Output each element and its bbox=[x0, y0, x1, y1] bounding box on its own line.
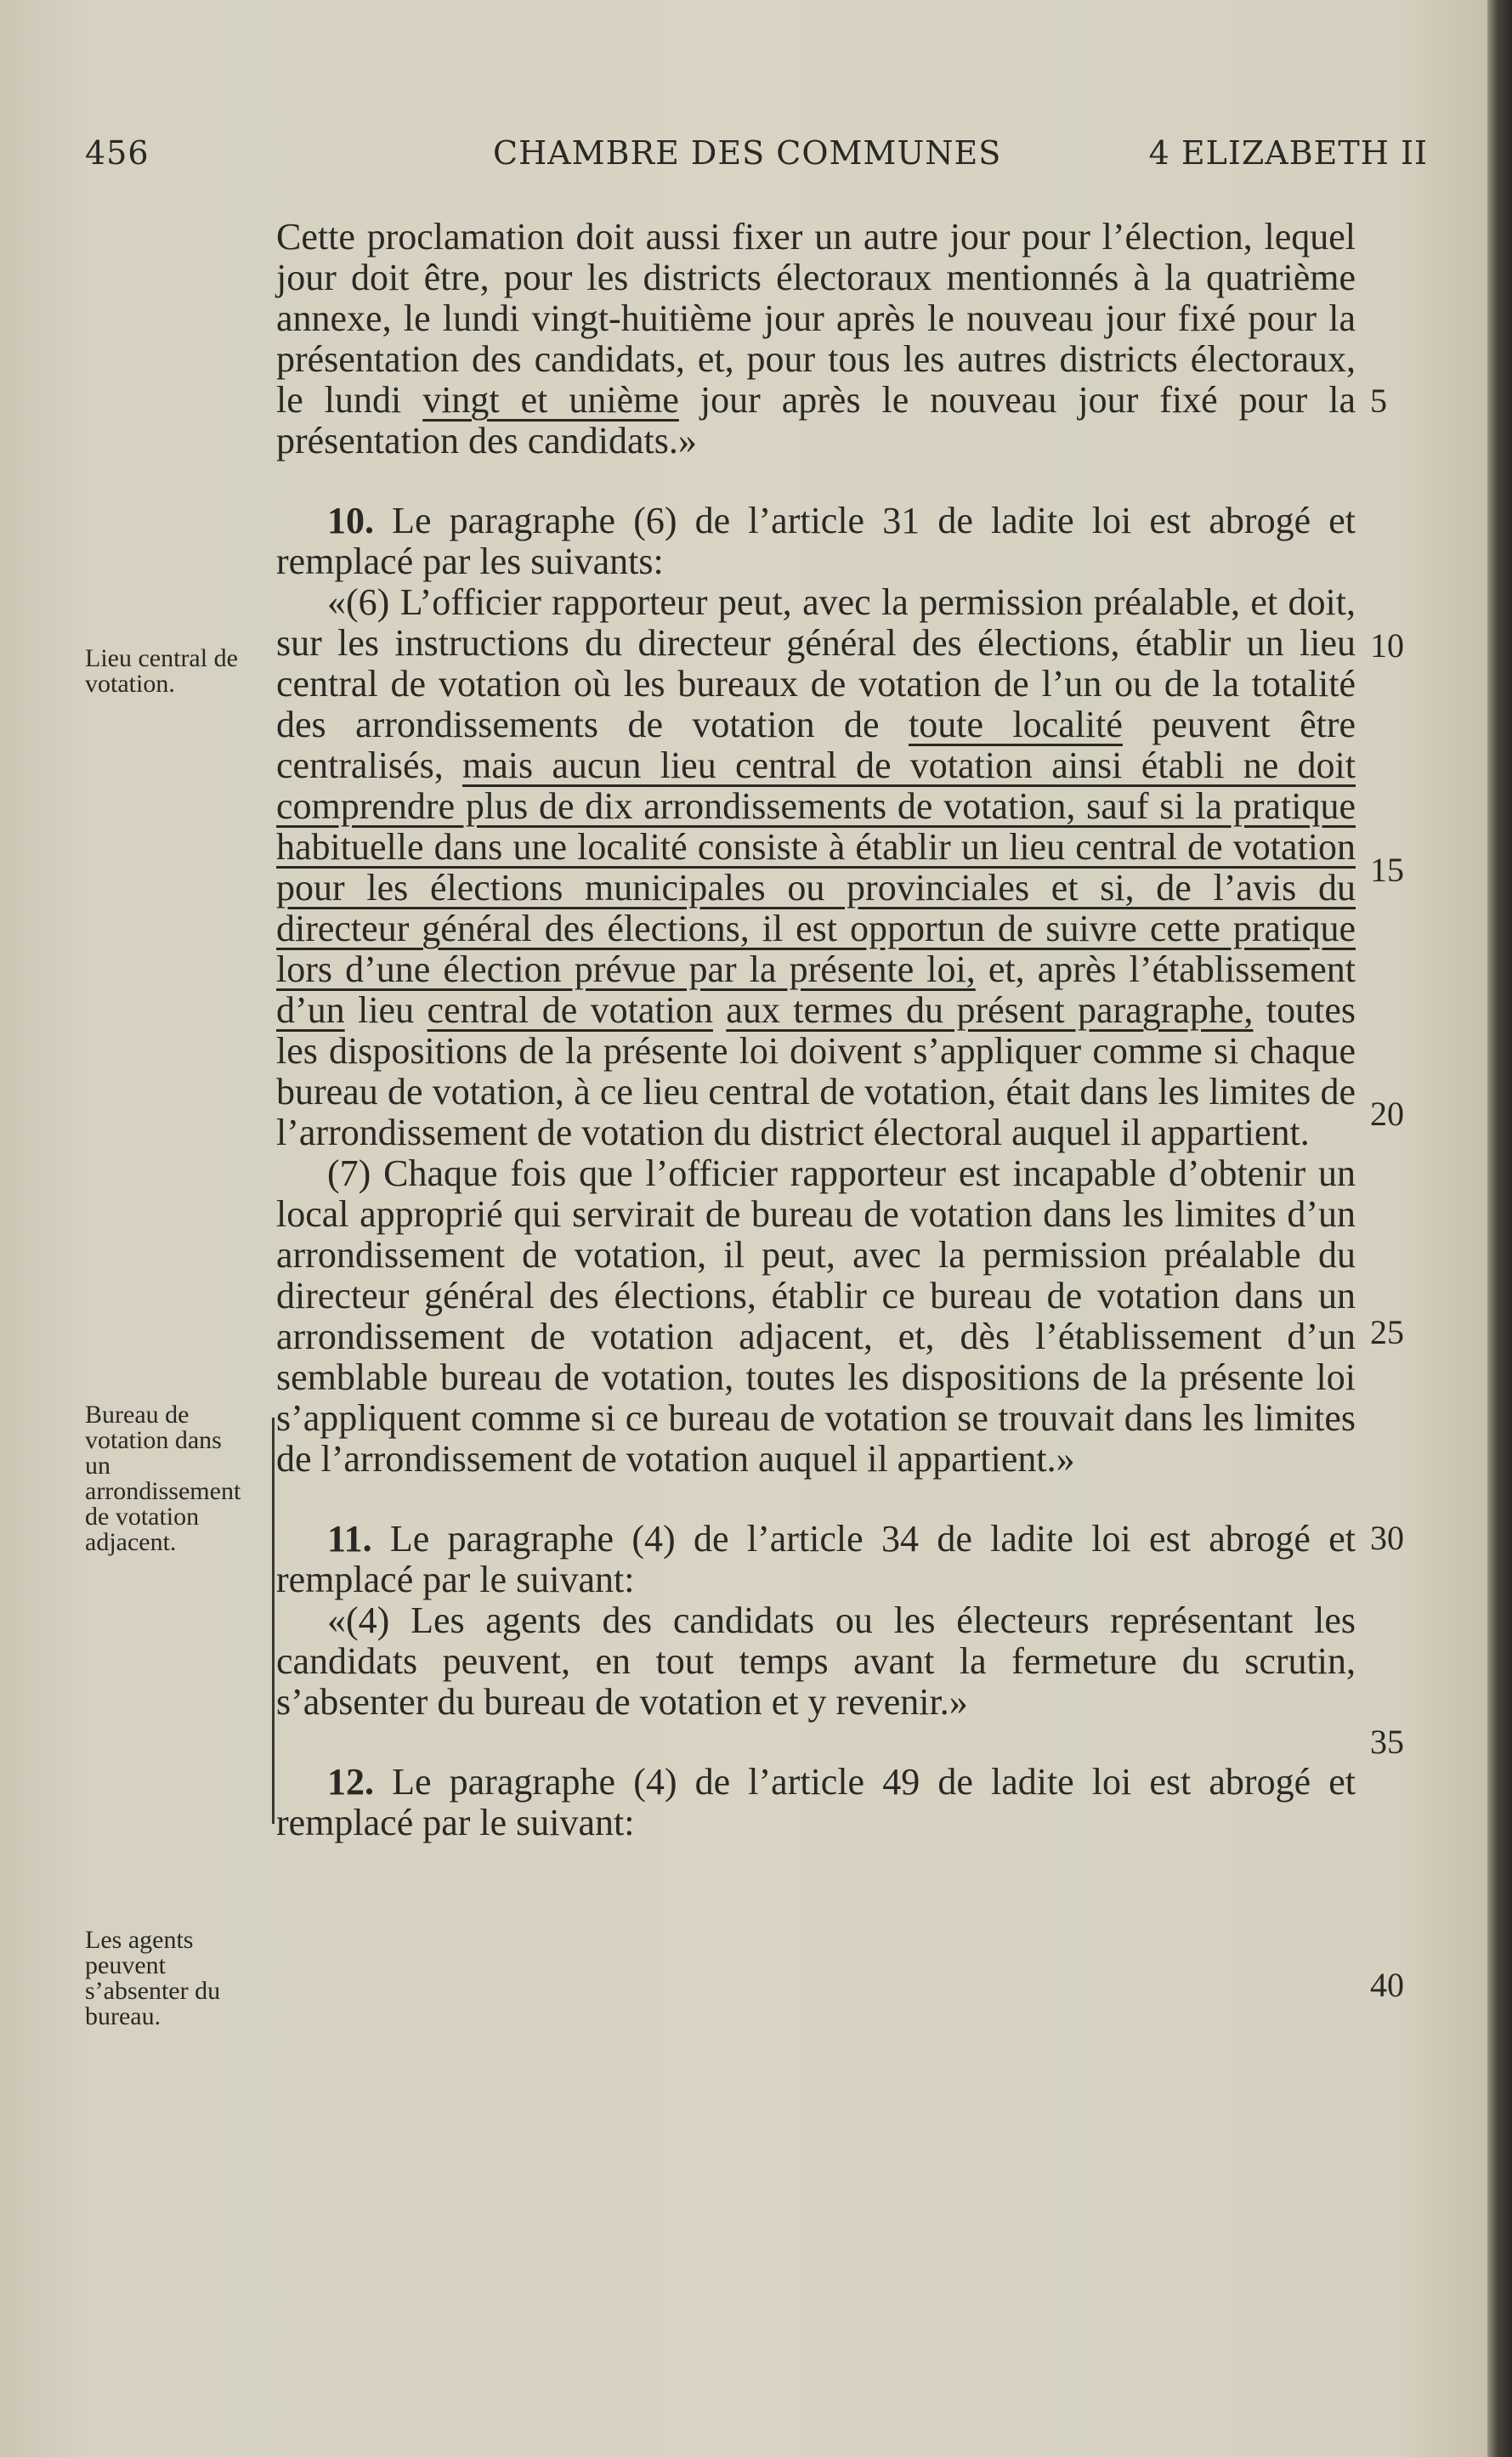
body-text bbox=[276, 217, 1356, 1843]
margin-note-lieu-central: Lieu central de votation. bbox=[85, 644, 238, 698]
text-run: toutes les dispositions de la présente loi doivent s’appliquer comme si chaque bureau de votation, à ce lieu central de votation, était dans les limites de l’arrondissement de votation du district électoral auquel il appartient. bbox=[276, 989, 1356, 1153]
section-11-intro-text: Le paragraphe (4) de l’article 34 de ladite loi est abrogé et remplacé par le suivant: bbox=[276, 1518, 1356, 1600]
text-run: peuvent être centralisés, bbox=[276, 704, 1356, 786]
text-run bbox=[713, 989, 726, 1031]
underlined-text: d’un bbox=[276, 989, 345, 1031]
section-11-paragraph-4 bbox=[276, 1600, 1356, 1723]
line-number: 25 bbox=[1370, 1313, 1404, 1351]
paragraph-proclamation bbox=[276, 217, 1356, 461]
section-10-paragraph-6 bbox=[276, 582, 1356, 1153]
line-number: 5 bbox=[1370, 382, 1387, 420]
section-12-intro bbox=[276, 1762, 1356, 1843]
running-header bbox=[85, 134, 1428, 177]
text-run: «(6) L’officier rapporteur peut, avec la permission préalable, et doit, sur les instructions du directeur général des élections, établir un lieu central de votation où les bureaux de votation de l’un ou de la totalité des arrondissements de votation de bbox=[276, 581, 1356, 745]
paragraph-7-text: (7) Chaque fois que l’officier rapporteur est incapable d’obtenir un local approprié qui servirait de bureau de votation dans les limites d’un arrondissement de votation, il peut, avec la permission préalable du directeur général des élections, établir ce bureau de votation dans un arrondissement de votation adjacent, et, dès l’établissement d’un semblable bureau de votation, toutes les dispositions de la présente loi s’appliquent comme si ce bureau de votation se trouvait dans les limites de l’arrondissement de votation auquel il appartient.» bbox=[276, 1152, 1356, 1480]
proclamation-text: Cette proclamation doit aussi fixer un autre jour pour l’élection, lequel jour doit être, pour les districts électoraux mentionnés à la quatrième annexe, le lundi vingt-huitième jour après le nouveau jour fixé pour la présentation des candidats, et, pour tous les autres districts électoraux, le lundi vingt et unième jour après le nouveau jour fixé pour la présentation des candidats.» bbox=[276, 216, 1356, 461]
margin-note-bureau-adjacent: Bureau de votation dans un arrondissement de votation adjacent. bbox=[85, 1401, 241, 1556]
line-number: 30 bbox=[1370, 1519, 1404, 1557]
section-number: 11. bbox=[327, 1518, 372, 1560]
margin-note-agents: Les agents peuvent s’absenter du bureau. bbox=[85, 1926, 221, 2030]
underlined-text: aux termes du présent paragraphe, bbox=[726, 989, 1254, 1031]
section-10-paragraph-7 bbox=[276, 1153, 1356, 1480]
text-run: lieu bbox=[344, 989, 428, 1031]
line-number: 15 bbox=[1370, 851, 1404, 889]
line-number: 40 bbox=[1370, 1966, 1404, 2004]
header-title: CHAMBRE DES COMMUNES bbox=[493, 134, 1002, 172]
section-10-intro-text: Le paragraphe (6) de l’article 31 de ladite loi est abrogé et remplacé par les suivants: bbox=[276, 500, 1356, 582]
underlined-text: vingt et unième bbox=[422, 379, 679, 421]
underlined-text: central de votation bbox=[427, 989, 713, 1031]
section-11-intro bbox=[276, 1519, 1356, 1600]
book-binding-edge bbox=[1487, 0, 1512, 2457]
line-number: 20 bbox=[1370, 1095, 1404, 1133]
section-12-intro-text: Le paragraphe (4) de l’article 49 de ladite loi est abrogé et remplacé par le suivant: bbox=[276, 1761, 1356, 1843]
section-number: 12. bbox=[327, 1761, 374, 1803]
page-number: 456 bbox=[85, 134, 150, 172]
line-number: 10 bbox=[1370, 626, 1404, 665]
revision-bar bbox=[272, 1418, 275, 1824]
section-10-intro bbox=[276, 501, 1356, 582]
header-reign: 4 ELIZABETH II bbox=[1148, 134, 1428, 172]
line-number: 35 bbox=[1370, 1723, 1404, 1761]
underlined-text: mais aucun lieu central de votation ainsi établi ne doit comprendre plus de dix arrondissements de votation, sauf si la pratique habituelle dans une localité consiste à établir un lieu central de votation pour les élections municipales ou provinciales et si, de l’avis du directeur général des élections, il est opportun de suivre cette pratique lors d’une élection prévue par la présente loi, bbox=[276, 744, 1356, 990]
section-number: 10. bbox=[327, 500, 374, 541]
underlined-text: toute localité bbox=[909, 704, 1123, 745]
text-run: et, après l’établissement bbox=[975, 948, 1356, 990]
paragraph-4-text: «(4) Les agents des candidats ou les électeurs représentant les candidats peuvent, en tout temps avant la fermeture du scrutin, s’absenter du bureau de votation et y revenir.» bbox=[276, 1599, 1356, 1723]
